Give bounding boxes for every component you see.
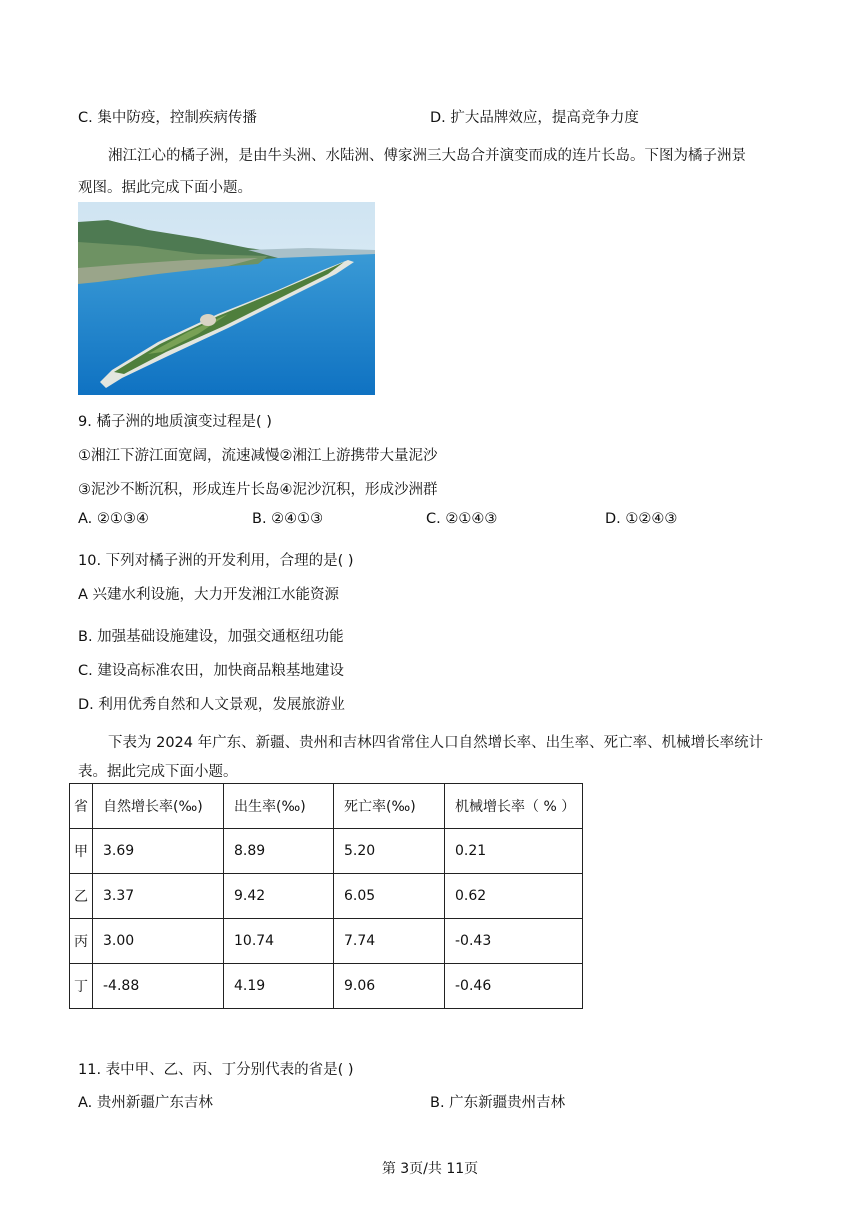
table-header-cell: 自然增长率(‰)	[93, 784, 224, 829]
orange-island-photo	[78, 202, 375, 395]
q9-statements-2: ③泥沙不断沉积，形成连片长岛④泥沙沉积，形成沙洲群	[78, 482, 438, 498]
q11-stem: 11. 表中甲、乙、丙、丁分别代表的省是( )	[78, 1062, 354, 1078]
table-cell: 乙	[70, 874, 93, 919]
q10-stem: 10. 下列对橘子洲的开发利用，合理的是( )	[78, 553, 354, 569]
q9-statements-1: ①湘江下游江面宽阔，流速减慢②湘江上游携带大量泥沙	[78, 448, 438, 464]
table-cell: 4.19	[224, 964, 334, 1009]
page-footer: 第 3页/共 11页	[381, 1161, 479, 1177]
table-cell: -4.88	[93, 964, 224, 1009]
passage1-line1: 湘江江心的橘子洲，是由牛头洲、水陆洲、傅家洲三大岛合并演变而成的连片长岛。下图为橘子洲景	[108, 148, 746, 164]
table-header-cell: 出生率(‰)	[224, 784, 334, 829]
table-row	[70, 874, 583, 919]
table-cell: 5.20	[334, 829, 445, 874]
table-cell: 丁	[70, 964, 93, 1009]
table-cell: -0.43	[445, 919, 583, 964]
table-cell: 10.74	[224, 919, 334, 964]
q8-option-d: D. 扩大品牌效应，提高竞争力度	[430, 110, 639, 126]
q10-option-d: D. 利用优秀自然和人文景观，发展旅游业	[78, 697, 345, 713]
table-cell: 甲	[70, 829, 93, 874]
q9-stem: 9. 橘子洲的地质演变过程是( )	[78, 414, 272, 430]
q10-option-b: B. 加强基础设施建设，加强交通枢纽功能	[78, 629, 344, 645]
table-cell: 7.74	[334, 919, 445, 964]
q11-option-b: B. 广东新疆贵州吉林	[430, 1095, 566, 1111]
q9-option-c: C. ②①④③	[426, 511, 498, 527]
table-cell: 3.37	[93, 874, 224, 919]
passage2-line1: 下表为 2024 年广东、新疆、贵州和吉林四省常住人口自然增长率、出生率、死亡率、机械增长率统计	[108, 735, 764, 751]
q8-option-c: C. 集中防疫，控制疾病传播	[78, 110, 257, 126]
table-header-cell: 死亡率(‰)	[334, 784, 445, 829]
q9-option-d: D. ①②④③	[605, 511, 678, 527]
q11-option-a: A. 贵州新疆广东吉林	[78, 1095, 213, 1111]
table-cell: 丙	[70, 919, 93, 964]
q10-option-a: A 兴建水利设施，大力开发湘江水能资源	[78, 587, 340, 603]
table-cell: 9.42	[224, 874, 334, 919]
q9-option-a: A. ②①③④	[78, 511, 149, 527]
table-cell: 6.05	[334, 874, 445, 919]
passage1-line2: 观图。据此完成下面小题。	[78, 180, 252, 196]
table-header-cell: 机械增长率（ % ）	[445, 784, 583, 829]
table-cell: -0.46	[445, 964, 583, 1009]
q10-option-c: C. 建设高标准农田，加快商品粮基地建设	[78, 663, 344, 679]
table-cell: 8.89	[224, 829, 334, 874]
table-row	[70, 919, 583, 964]
table-cell: 9.06	[334, 964, 445, 1009]
population-table	[69, 783, 583, 1009]
table-row	[70, 964, 583, 1009]
table-header-row	[70, 784, 583, 829]
table-cell: 0.62	[445, 874, 583, 919]
table-cell: 3.69	[93, 829, 224, 874]
table-row	[70, 829, 583, 874]
passage2-line2: 表。据此完成下面小题。	[78, 764, 238, 780]
table-cell: 0.21	[445, 829, 583, 874]
table-header-cell: 省	[70, 784, 93, 829]
q9-option-b: B. ②④①③	[252, 511, 324, 527]
table-cell: 3.00	[93, 919, 224, 964]
